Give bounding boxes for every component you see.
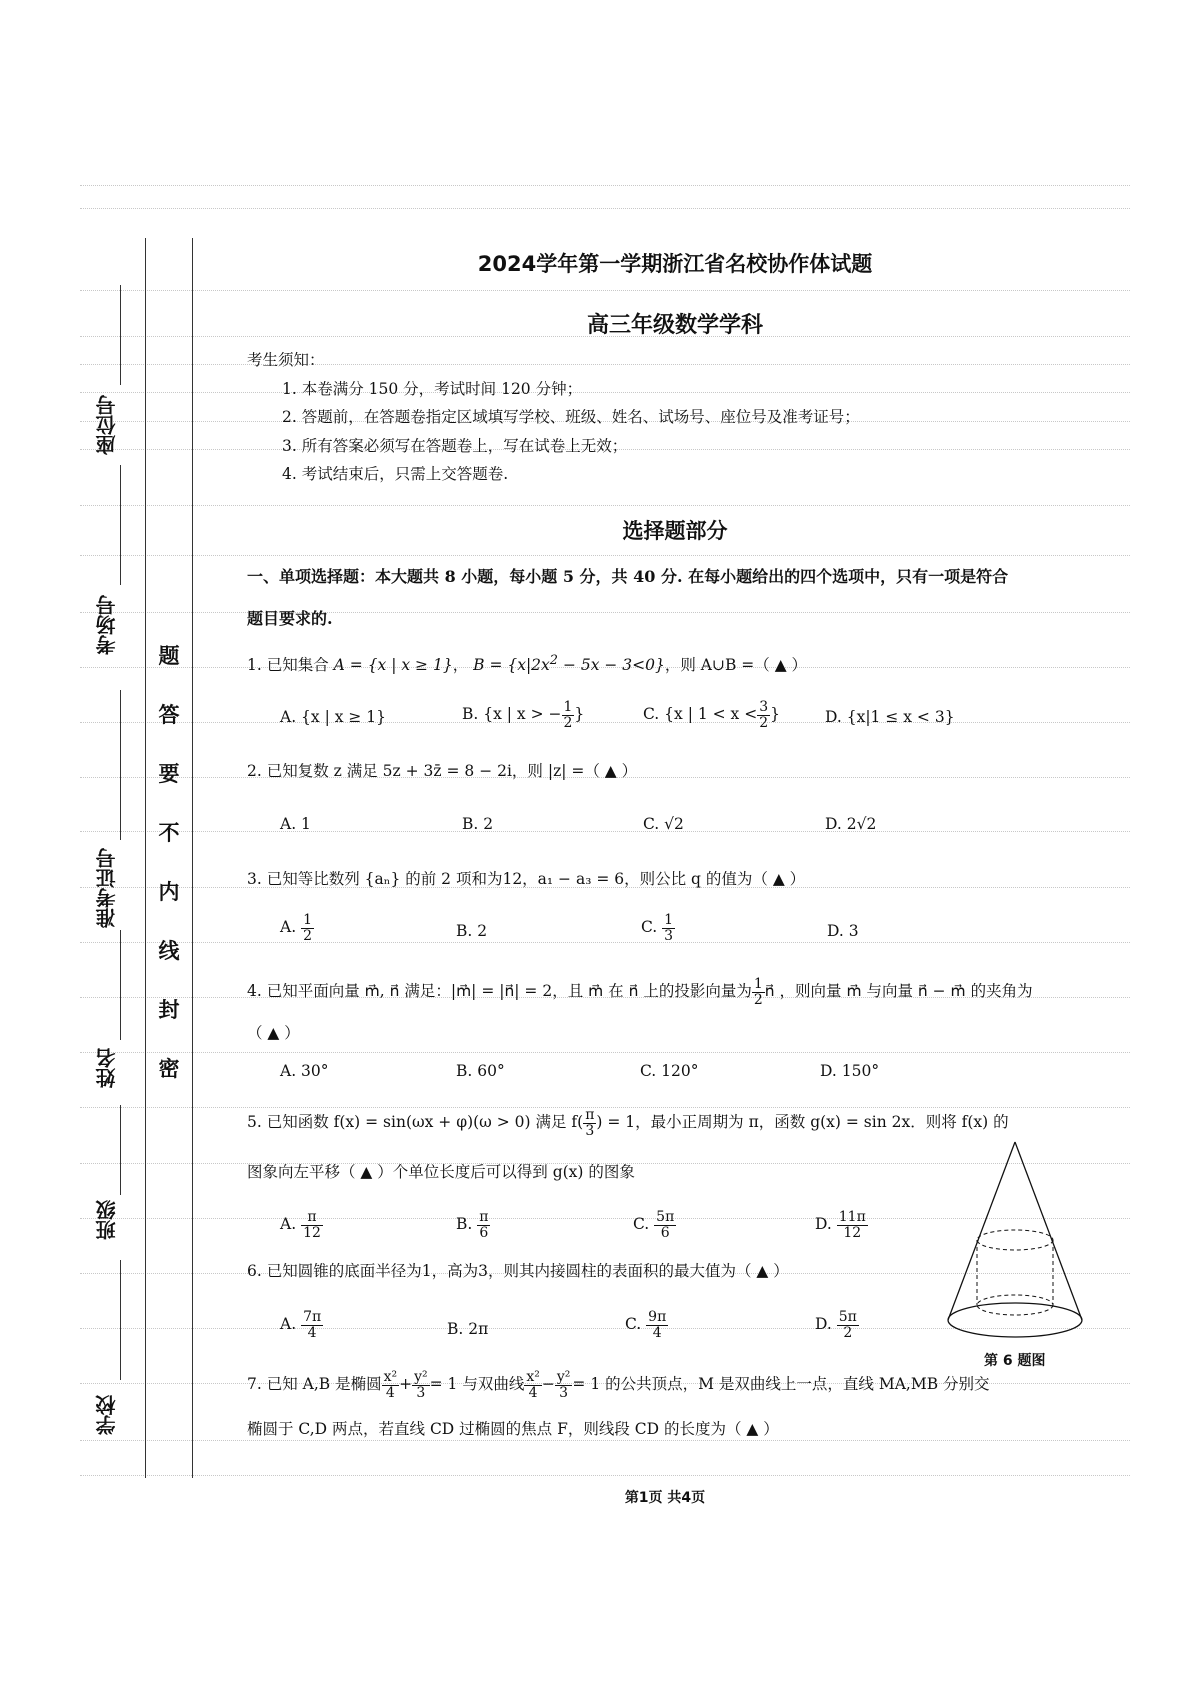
q1-option-d[interactable]: D. {x|1 ≤ x < 3} [825, 708, 955, 726]
page-footer: 第1页 共4页 [624, 1490, 706, 1506]
question-4-cont: （ ▲ ） [247, 1024, 300, 1042]
q1-option-a[interactable]: A. {x | x ≥ 1} [280, 708, 387, 726]
question-2: 2. 已知复数 z 满足 5z + 3z̄ = 8 − 2i，则 |z| =（ ▲ ） [247, 762, 638, 780]
seal-char: 不 [158, 821, 180, 845]
section-instruction-cont: 题目要求的. [247, 609, 333, 628]
set-b: $B = \{x|2x^2 - 5x - 3<0\}$ [473, 653, 665, 675]
q2-option-a[interactable]: A. 1 [280, 815, 311, 833]
exam-subtitle: 高三年级数学学科 [586, 313, 763, 338]
q1-option-b[interactable]: B. {x | x > − $\frac{1}{2}$ } [462, 699, 585, 731]
seal-line-warning [157, 640, 181, 1112]
q5-option-c[interactable]: C. $\frac{5\pi}{6}$ [633, 1209, 675, 1241]
seal-char: 要 [158, 762, 180, 786]
q4-option-c[interactable]: C. 120° [640, 1062, 699, 1080]
binding-line-inner [145, 238, 146, 1478]
question-7-cont: 椭圆于 C,D 两点，若直线 CD 过椭圆的焦点 F，则线段 CD 的长度为（ ▲ ） [247, 1420, 779, 1438]
class-blank[interactable] [120, 1105, 121, 1195]
notes-item: 2. 答题前，在答题卷指定区域填写学校、班级、姓名、试场号、座位号及准考证号； [282, 408, 860, 426]
school-blank[interactable] [120, 1260, 121, 1380]
q4-option-b[interactable]: B. 60° [456, 1062, 505, 1080]
figure-caption: 第 6 题图 [984, 1353, 1046, 1369]
cone-slant-left [948, 1142, 1015, 1320]
q2-option-d[interactable]: D. 2√2 [825, 815, 877, 833]
seal-char: 题 [158, 644, 180, 668]
sidebar-field-school: 学校 [95, 1395, 119, 1435]
ticket-blank[interactable] [120, 690, 121, 840]
set-a: A = {x | x ≥ 1} [333, 656, 453, 675]
q1-option-c[interactable]: C. {x | 1 < x < $\frac{3}{2}$ } [643, 699, 780, 731]
q5-option-b[interactable]: B. $\frac{\pi}{6}$ [456, 1209, 489, 1241]
q6-option-c[interactable]: C. $\frac{9\pi}{4}$ [625, 1309, 667, 1341]
seal-char: 封 [158, 998, 180, 1022]
notes-item: 1. 本卷满分 150 分，考试时间 120 分钟； [282, 379, 583, 398]
seal-char: 密 [158, 1057, 180, 1081]
q3-option-a[interactable]: A. $\frac{1}{2}$ [280, 912, 312, 944]
question-1: 1. 已知集合 A = {x | x ≥ 1}， $B = \{x|2x^2 - 5x - 3<0\}$，则 A∪B =（ ▲ ） [247, 653, 808, 675]
q3-option-c[interactable]: C. $\frac{1}{3}$ [641, 912, 674, 944]
binding-line-outer [192, 238, 193, 1478]
cone-cylinder-figure [940, 1140, 1090, 1350]
q6-option-d[interactable]: D. $\frac{5\pi}{2}$ [815, 1309, 857, 1341]
q6-option-b[interactable]: B. 2π [447, 1320, 489, 1338]
notes-heading: 考生须知： [247, 351, 325, 369]
q6-option-a[interactable]: A. $\frac{7\pi}{4}$ [280, 1309, 322, 1341]
question-5: 5. 已知函数 f(x) = sin(ωx + φ)(ω > 0) 满足 f( $\frac{\pi}{3}$ ) = 1，最小正周期为 π，函数 g(x) = sin 2x．则将 f(x) 的 [247, 1107, 1009, 1139]
section-instruction: 一、单项选择题：本大题共 8 小题，每小题 5 分，共 40 分. 在每小题给出的四个选项中，只有一项是符合 [247, 567, 1009, 586]
q3-option-d[interactable]: D. 3 [827, 922, 859, 940]
q4-option-a[interactable]: A. 30° [280, 1062, 329, 1080]
sidebar-field-room: 考场号 [95, 595, 119, 655]
cylinder-top [977, 1230, 1053, 1250]
seal-char: 内 [158, 880, 180, 904]
seal-char: 答 [158, 703, 180, 727]
q5-option-d[interactable]: D. $\frac{11\pi}{12}$ [815, 1209, 866, 1241]
sidebar-field-class: 班级 [95, 1200, 119, 1240]
name-blank[interactable] [120, 930, 121, 1040]
seal-char: 线 [158, 939, 180, 963]
cylinder-bottom [977, 1295, 1053, 1315]
notes-item: 4. 考试结束后，只需上交答题卷. [282, 465, 509, 483]
q5-option-a[interactable]: A. $\frac{\pi}{12}$ [280, 1209, 321, 1241]
q3-option-b[interactable]: B. 2 [456, 922, 488, 940]
sidebar-field-ticket: 准考证号 [95, 848, 119, 928]
cone-slant-right [1015, 1142, 1082, 1320]
cone-base [948, 1303, 1082, 1337]
question-5-cont: 图象向左平移（ ▲ ）个单位长度后可以得到 g(x) 的图象 [247, 1163, 635, 1181]
section-title: 选择题部分 [622, 519, 728, 543]
question-3: 3. 已知等比数列 {aₙ} 的前 2 项和为12，a₁ − a₃ = 6，则公比 q 的值为（ ▲ ） [247, 870, 806, 888]
candidate-notes [247, 346, 860, 489]
q2-option-c[interactable]: C. √2 [643, 815, 684, 833]
sidebar-field-name: 姓名 [95, 1048, 119, 1088]
q2-option-b[interactable]: B. 2 [462, 815, 494, 833]
question-7: 7. 已知 A,B 是椭圆 $\frac{\text{x²}}{4}$ + $\frac{\text{y²}}{3}$ = 1 与双曲线 $\frac{\text{x²}}{4}$ − $\frac{\text{y²}}{3}$ = 1 的公共顶点，M 是双曲线上一点，直线 MA,MB 分别交 [247, 1369, 990, 1401]
exam-title: 2024学年第一学期浙江省名校协作体试题 [477, 252, 873, 276]
q4-option-d[interactable]: D. 150° [820, 1062, 880, 1080]
question-4: 4. 已知平面向量 m⃗, n⃗ 满足：|m⃗| = |n⃗| = 2，且 m⃗ 在 n⃗ 上的投影向量为 $\frac{1}{2}$ n⃗ ，则向量 m⃗ 与向量 n⃗ − m⃗ 的夹角为 [247, 976, 1033, 1008]
question-6: 6. 已知圆锥的底面半径为1，高为3，则其内接圆柱的表面积的最大值为（ ▲ ） [247, 1262, 789, 1280]
notes-item: 3. 所有答案必须写在答题卷上，写在试卷上无效； [282, 436, 628, 455]
sidebar-field-seat: 座位号 [95, 395, 119, 455]
